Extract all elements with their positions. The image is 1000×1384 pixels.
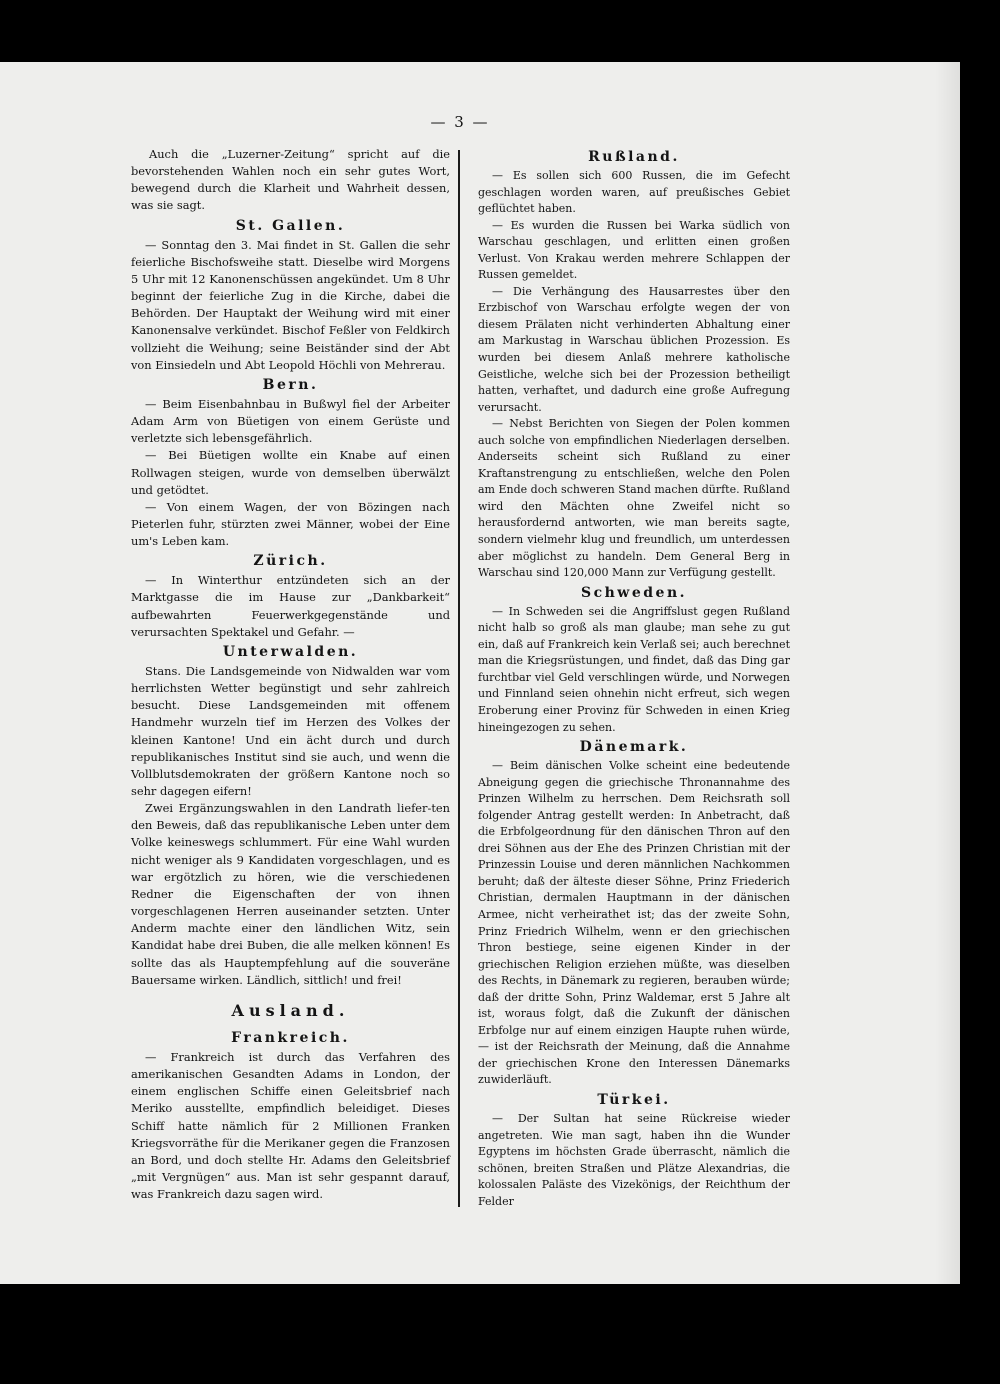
paragraph-st-gallen: — Sonntag den 3. Mai findet in St. Gallen die sehr feierliche Bischofsweihe statt. Dieselbe wird Morgens 5 Uhr mit 12 Kanonenschüssen angekündet. Um 8 Uhr beginnt der feierliche Zug in die Kirche, dabei die Behörden. Der Hauptakt der Weihung wird mit einer Kanonensalve verkündet. Bischof Feßler von Feldkirch vollzieht die Weihung; seine Beiständer sind der Abt von Einsiedeln und Abt Leopold Höchli von Mehrerau. [131,237,450,372]
paragraph-russland-2: — Es wurden die Russen bei Warka südlich von Warschau geschlagen, und erlitten einen großen Verlust. Von Krakau werden mehrere Schlappen der Russen gemeldet. [478,218,790,282]
paragraph-bern-3: — Von einem Wagen, der von Bözingen nach Pieterlen fuhr, stürzten zwei Männer, wobei der Eine um's Leben kam. [131,499,450,549]
heading-bern: Bern. [262,376,319,393]
heading-daenemark: Dänemark. [579,739,689,756]
heading-russland: Rußland. [588,149,680,165]
left-column [131,146,450,1203]
paragraph-luzerner: Auch die „Luzerner-Zeitung“ spricht auf die bevorstehenden Wahlen noch ein sehr gutes Wort, bewegend durch die Klarheit und Wahrheit dessen, was sie sagt. [131,147,450,213]
paragraph-bern-2: — Bei Büetigen wollte ein Knabe auf einen Rollwagen steigen, wurde von demselben überwälzt und getödtet. [131,448,450,497]
paragraph-schweden: — In Schweden sei die Angriffslust gegen Rußland nicht halb so groß als man glaube; man sehe zu gut ein, daß auf Frankreich kein Verlaß sei; auch berechnet man die Kriegsrüstungen, und findet, daß das Ding gar furchtbar viel Geld verschlingen würde, und Norwegen und Finnland seien ohnehin nicht erfreut, sich wegen Eroberung einer Provinz für Schweden in einen Krieg hineingezogen zu sehen. [478,604,790,734]
paragraph-zuerich: — In Winterthur entzündeten sich an der Marktgasse die im Hause zur „Dankbarkeit“ aufbewahrten Feuerwerkgegenstände und verursachten Spektakel und Gefahr. — [131,573,450,639]
heading-tuerkei: Türkei. [597,1091,671,1108]
page-number: — 3 — [430,113,490,131]
column-divider [458,150,460,1207]
paragraph-bern-1: — Beim Eisenbahnbau in Bußwyl fiel der Arbeiter Adam Arm von Büetigen von einem Gerüste und verletzte sich lebensgefährlich. [131,396,450,446]
right-column [478,146,790,1210]
heading-zuerich: Zürich. [253,553,328,570]
paragraph-tuerkei: — Der Sultan hat seine Rückreise wieder angetreten. Wie man sagt, haben ihn die Wunder Egyptens im höchsten Grade überrascht, nämlich die schönen, breiten Straßen und Plätze Alexandrias, die kolossalen Paläste des Vizekönigs, der Reichthum der Felder [478,1111,790,1208]
paragraph-unterwalden-2: Zwei Ergänzungswahlen in den Landrath liefer-ten den Beweis, daß das republikanische Leben unter dem Volke keineswegs schlummert. Für eine Wahl wurden nicht weniger als 9 Kandidaten vorgeschlagen, und es war ergötzlich zu hören, wie die verschiedenen Redner die Eigenschaften der von ihnen vorgeschlagenen Herren auseinander setzten. Unter Anderm machte einer den ländlichen Witz, sein Kandidat habe drei Buben, die alle melken können! Es sollte das als Hauptempfehlung auf die souveräne Bauersame wirken. Ländlich, sittlich! und frei! [131,801,450,987]
paragraph-frankreich: — Frankreich ist durch das Verfahren des amerikanischen Gesandten Adams in London, der einem englischen Schiffe einen Geleitsbrief nach Meriko ausstellte, empfindlich beleidiget. Dieses Schiff hatte nämlich für 2 Millionen Franken Kriegsvorräthe für die Merikaner gegen die Franzosen an Bord, und doch stellte Hr. Adams den Geleitsbrief „mit Vergnügen“ aus. Man ist sehr gespannt darauf, was Frankreich dazu sagen wird. [131,1049,450,1202]
heading-frankreich: Frankreich. [231,1029,350,1046]
paragraph-unterwalden-1: Stans. Die Landsgemeinde von Nidwalden war vom herrlichsten Wetter begünstigt und sehr zahlreich besucht. Diese Landsgemeinden mit offenem Handmehr wurzeln tief im Herzen des Volkes der kleinen Kantone! Und ein ächt durch und durch republikanisches Institut sind sie auch, und wenn die Vollblutsdemokraten der größern Kantone noch so sehr dagegen eifern! [131,663,450,798]
heading-unterwalden: Unterwalden. [222,643,359,660]
heading-st-gallen: St. Gallen. [235,217,346,234]
paragraph-russland-3: — Die Verhängung des Hausarrestes über den Erzbischof von Warschau erfolgte wegen der von diesem Prälaten nicht verhinderten Abhaltung einer am Markustag in Warschau üblichen Prozession. Es wurden bei diesem Anlaß mehrere katholische Geistliche, welche sich bei der Prozession betheiligt hatten, verhaftet, und dadurch eine große Aufregung verursacht. [478,284,790,414]
paragraph-daenemark: — Beim dänischen Volke scheint eine bedeutende Abneigung gegen die griechische Thronannahme des Prinzen Wilhelm zu herrschen. Dem Reichsrath soll folgender Antrag gestellt werden: In Anbetracht, daß die Erbfolgeordnung für den dänischen Thron auf den drei Söhnen aus der Ehe des Prinzen Christian mit der Prinzessin Louise und deren männlichen Nachkommen beruht; daß der älteste dieser Söhne, Prinz Friederich Christian, dermalen Hauptmann in der dänischen Armee, nicht verheirathet ist; das der zweite Sohn, Prinz Friedrich Wilhelm, wenn er den griechischen Thron bestiege, seine eigenen Kinder in der griechischen Religion erziehen müßte, was dieselben des Rechts, in Dänemark zu regieren, berauben würde; daß der dritte Sohn, Prinz Waldemar, erst 5 Jahre alt ist, woraus folgt, daß die Zukunft der dänischen Erbfolge nur auf einem einzigen Haupte ruhen würde, — ist der Reichsrath der Meinung, daß die Annahme der griechischen Krone den Interessen Dänemarks zuwiderläuft. [478,759,790,1087]
paragraph-russland-4: — Nebst Berichten von Siegen der Polen kommen auch solche von empfindlichen Niederlagen derselben. Anderseits scheint sich Rußland zu einer Kraftanstrengung zu entschließen, welche den Polen am Ende doch schweren Stand machen dürfte. Rußland wird den Mächten ohne Zweifel nicht so herausfordernd antworten, wie man bereits sagte, sondern vielmehr klug und freundlich, um unterdessen aber möglichst zu handeln. Dem General Berg in Warschau sind 120,000 Mann zur Verfügung gestellt. [478,417,790,580]
heading-schweden: Schweden. [580,584,688,601]
page-edge-shadow [935,62,965,1284]
heading-ausland: Ausland. [231,1000,350,1020]
paragraph-russland-1: — Es sollen sich 600 Russen, die im Gefecht geschlagen worden waren, auf preußisches Gebiet geflüchtet haben. [478,169,790,216]
